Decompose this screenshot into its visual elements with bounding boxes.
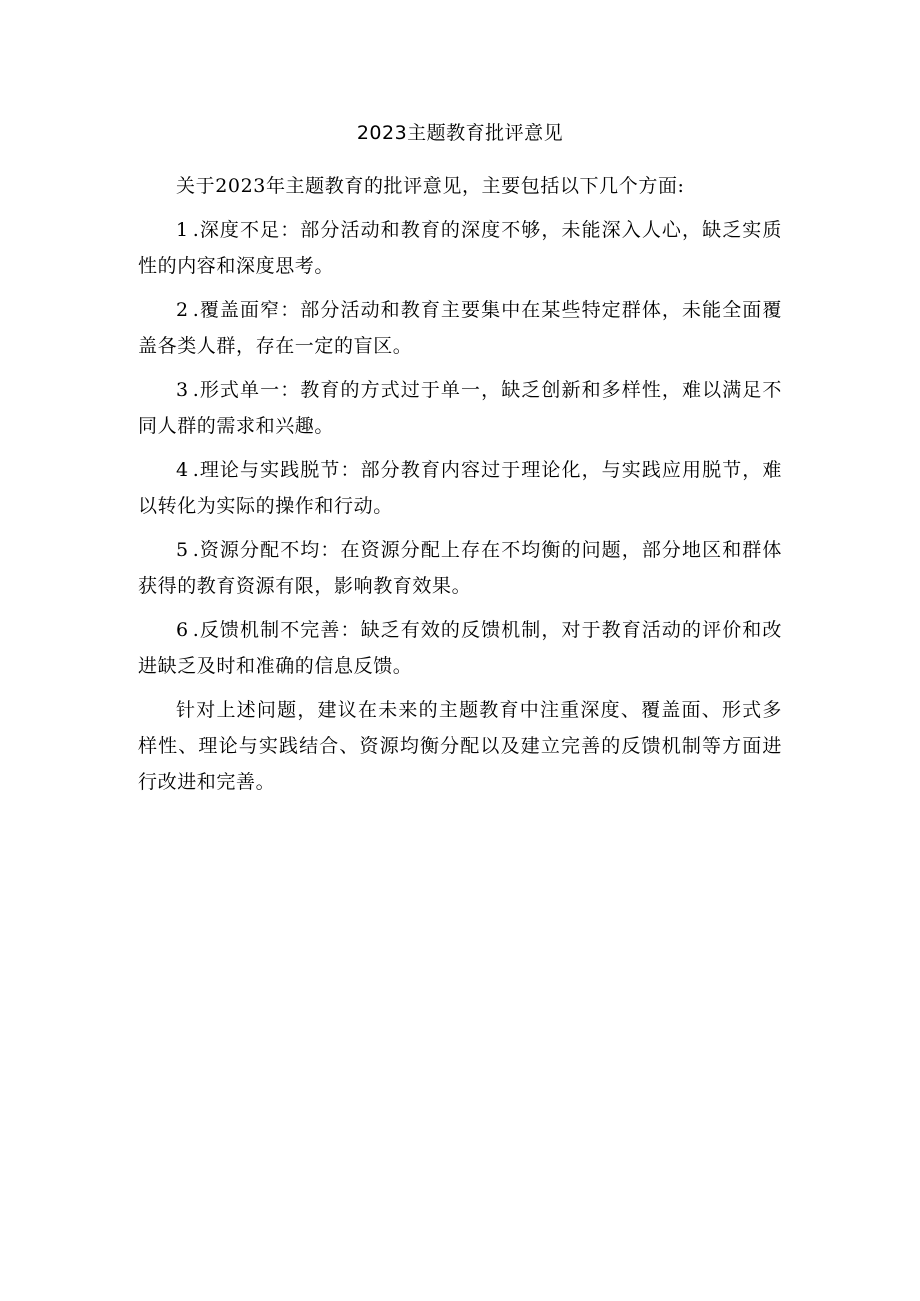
list-item <box>138 212 782 284</box>
item-text: .理论与实践脱节：部分教育内容过于理论化，与实践应用脱节，难以转化为实际的操作和行动。 <box>138 459 782 517</box>
list-item <box>138 452 782 524</box>
item-text: .覆盖面窄：部分活动和教育主要集中在某些特定群体，未能全面覆盖各类人群，存在一定的盲区。 <box>138 299 782 357</box>
list-item <box>138 372 782 444</box>
item-text: .资源分配不均：在资源分配上存在不均衡的问题，部分地区和群体获得的教育资源有限，影响教育效果。 <box>138 539 782 597</box>
item-text: .形式单一：教育的方式过于单一，缺乏创新和多样性，难以满足不同人群的需求和兴趣。 <box>138 379 782 437</box>
item-text: .深度不足：部分活动和教育的深度不够，未能深入人心，缺乏实质性的内容和深度思考。 <box>138 219 782 277</box>
intro-paragraph: 关于2023年主题教育的批评意见，主要包括以下几个方面: <box>176 175 685 197</box>
list-item <box>138 532 782 604</box>
conclusion-paragraph: 针对上述问题，建议在未来的主题教育中注重深度、覆盖面、形式多样性、理论与实践结合、资源均衡分配以及建立完善的反馈机制等方面进行改进和完善。 <box>138 699 782 793</box>
item-text: .反馈机制不完善：缺乏有效的反馈机制，对于教育活动的评价和改进缺乏及时和准确的信息反馈。 <box>138 619 782 677</box>
document-title: 2023主题教育批评意见 <box>356 122 564 144</box>
list-item <box>138 612 782 684</box>
document-body <box>138 168 782 808</box>
item-number: 2 <box>176 299 189 321</box>
item-number: 4 <box>176 459 189 481</box>
item-number: 6 <box>176 619 189 641</box>
item-number: 5 <box>176 539 189 561</box>
item-number: 3 <box>176 379 189 401</box>
list-item <box>138 292 782 364</box>
item-number: 1 <box>176 219 189 241</box>
